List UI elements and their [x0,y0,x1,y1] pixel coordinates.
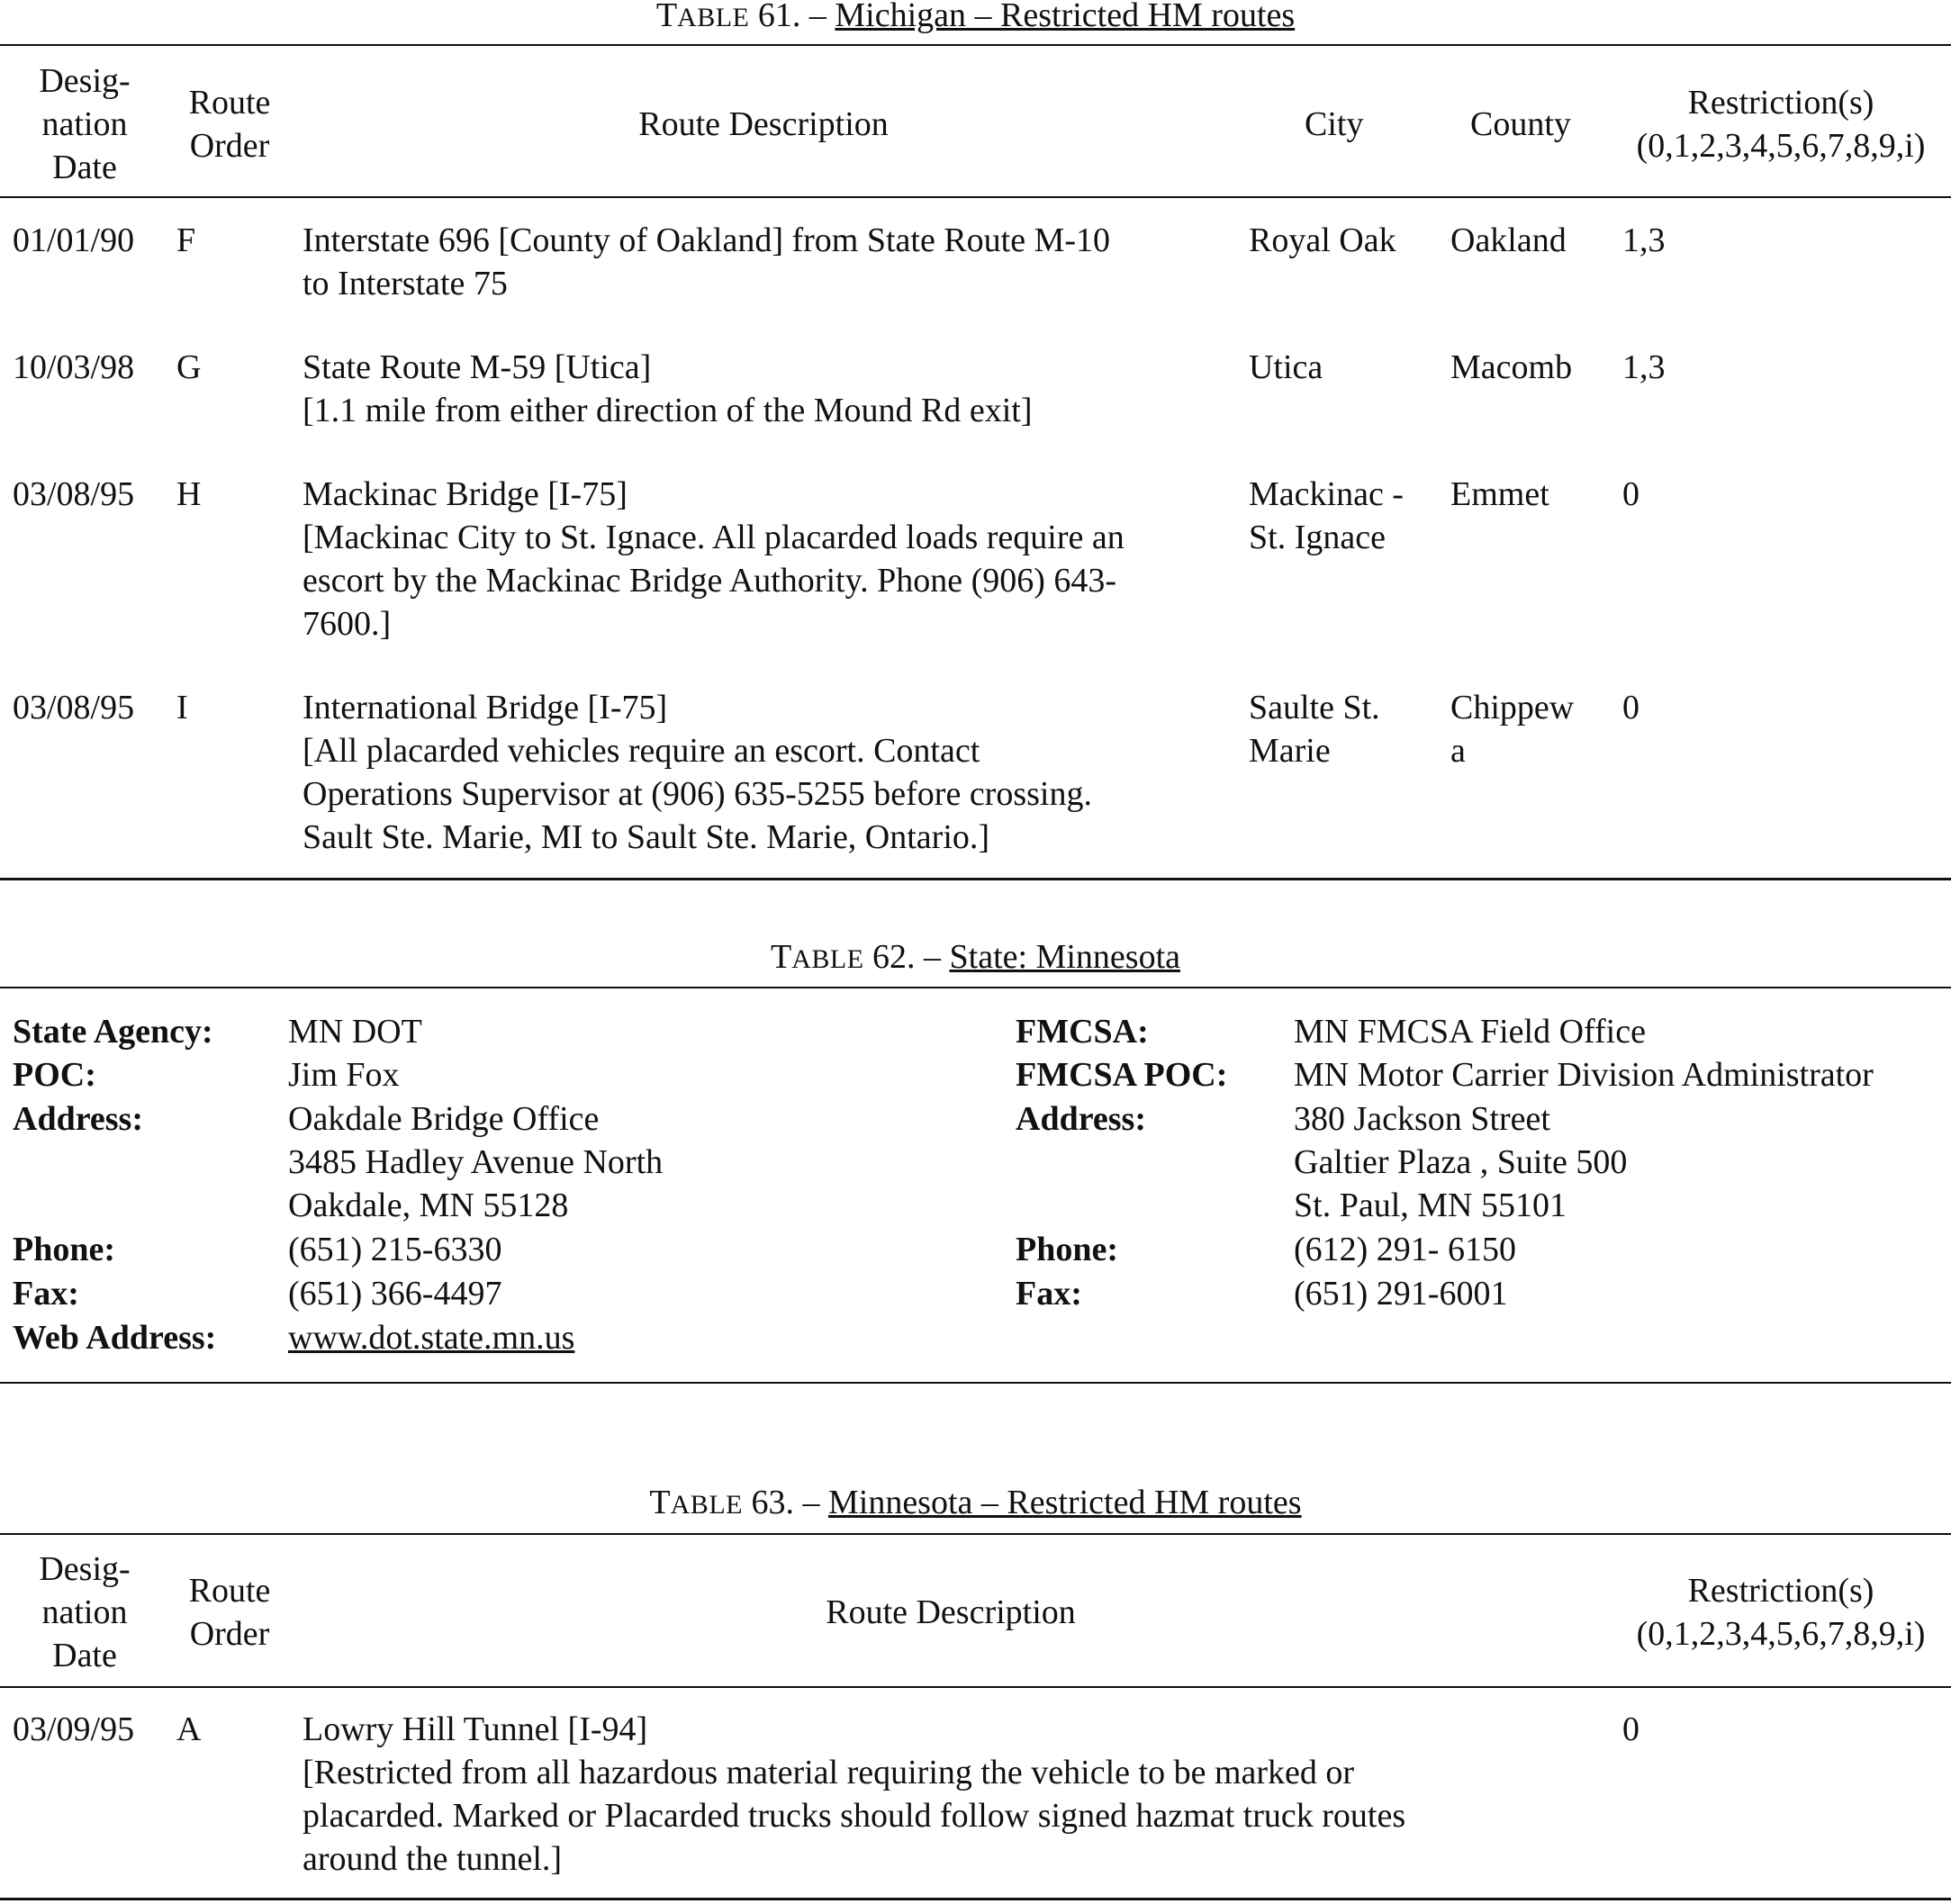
header-route-order: Route Order [188,1572,271,1653]
row-i-description: International Bridge [I-75] [All placarded vehicles require an escort. Contact Operations Supervisor at (906) 635-5255 before crossing. Sault Ste. Marie, MI to Sault Ste. Marie, Ontario.] [303,689,1092,856]
fmcsa-address-label: Address: [1016,1100,1146,1138]
row-f-order: F [176,221,196,259]
table-63-title: Minnesota – Restricted HM routes [827,1484,1302,1521]
row-i-order: I [176,689,188,726]
row-f-county: Oakland [1450,221,1567,259]
state-agency-value: MN DOT [288,1013,422,1051]
phone-value: (651) 215-6330 [288,1231,502,1268]
header-restrictions: Restriction(s) (0,1,2,3,4,5,6,7,8,9,i) [1636,84,1926,165]
table-62-caption: TABLE 62. – State: Minnesota [770,938,1180,976]
row-g-order: G [176,348,202,386]
header-designation-date: Desig- nation Date [39,62,131,186]
fmcsa-phone-label: Phone: [1016,1231,1118,1268]
table-61-header-rule [0,196,1951,198]
row-f-restrictions: 1,3 [1622,221,1666,259]
poc-label: POC: [13,1056,96,1094]
row-g-county: Macomb [1450,348,1573,386]
row-i-city: Saulte St. Marie [1249,689,1380,770]
row-f-date: 01/01/90 [13,221,135,259]
row-h-city: Mackinac - St. Ignace [1249,475,1404,556]
web-address-link[interactable]: www.dot.state.mn.us [288,1319,575,1357]
row-g-restrictions: 1,3 [1622,348,1666,386]
row-f-description: Interstate 696 [County of Oakland] from State Route M-10 to Interstate 75 [303,221,1111,302]
header-route-order: Route Order [188,84,271,165]
header-designation-date: Desig- nation Date [39,1550,131,1674]
address-value: Oakdale Bridge Office 3485 Hadley Avenue North Oakdale, MN 55128 [288,1100,664,1224]
fmcsa-fax-label: Fax: [1016,1275,1082,1313]
fmcsa-value: MN FMCSA Field Office [1294,1013,1646,1051]
table-61-title: Michigan – Restricted HM routes [835,0,1296,34]
row-g-date: 10/03/98 [13,348,135,386]
fmcsa-address-value: 380 Jackson Street Galtier Plaza , Suite 500 St. Paul, MN 55101 [1294,1100,1628,1224]
fmcsa-poc-label: FMCSA POC: [1016,1056,1228,1094]
address-label: Address: [13,1100,143,1138]
fmcsa-phone-value: (612) 291- 6150 [1294,1231,1516,1268]
table-62-bottom-rule [0,1382,1951,1384]
row-h-description: Mackinac Bridge [I-75] [Mackinac City to St. Ignace. All placarded loads require an escort by the Mackinac Bridge Authority. Phone (906) 643- 7600.] [303,475,1125,643]
row-h-date: 03/08/95 [13,475,135,513]
row-i-restrictions: 0 [1622,689,1639,726]
row-f-city: Royal Oak [1249,221,1396,259]
table-62-title: State: Minnesota [949,938,1180,976]
row-g-description: State Route M-59 [Utica] [1.1 mile from either direction of the Mound Rd exit] [303,348,1033,429]
row-i-county: Chippew a [1450,689,1575,770]
row-i-date: 03/08/95 [13,689,135,726]
fmcsa-poc-value: MN Motor Carrier Division Administrator [1294,1056,1874,1094]
fmcsa-fax-value: (651) 291-6001 [1294,1275,1508,1313]
header-route-description: Route Description [638,105,889,143]
row-a-date: 03/09/95 [13,1710,135,1748]
header-route-description: Route Description [826,1593,1076,1631]
fax-value: (651) 366-4497 [288,1275,502,1313]
table-63-bottom-rule [0,1898,1951,1900]
table-62-top-rule [0,987,1951,988]
table-61-caption: TABLE 61. – Michigan – Restricted HM routes [0,0,1951,36]
row-h-county: Emmet [1450,475,1549,513]
web-address-label: Web Address: [13,1319,217,1357]
table-63-caption: TABLE 63. – Minnesota – Restricted HM routes [649,1484,1302,1521]
row-h-restrictions: 0 [1622,475,1639,513]
poc-value: Jim Fox [288,1056,400,1094]
table-63-top-rule [0,1533,1951,1535]
header-restrictions: Restriction(s) (0,1,2,3,4,5,6,7,8,9,i) [1636,1572,1926,1653]
table-61-bottom-rule [0,878,1951,880]
table-61-top-rule [0,44,1951,46]
row-h-order: H [176,475,202,513]
state-agency-label: State Agency: [13,1013,213,1051]
header-city: City [1305,105,1364,143]
row-g-city: Utica [1249,348,1323,386]
table-63-header-rule [0,1686,1951,1688]
fmcsa-label: FMCSA: [1016,1013,1149,1051]
row-a-order: A [176,1710,202,1748]
fax-label: Fax: [13,1275,79,1313]
phone-label: Phone: [13,1231,115,1268]
row-a-restrictions: 0 [1622,1710,1639,1748]
header-county: County [1470,105,1571,143]
row-a-description: Lowry Hill Tunnel [I-94] [Restricted from all hazardous material requiring the vehicle to be marked or placarded. Marked or Placarded trucks should follow signed hazmat truck routes around the tunnel.] [303,1710,1406,1878]
